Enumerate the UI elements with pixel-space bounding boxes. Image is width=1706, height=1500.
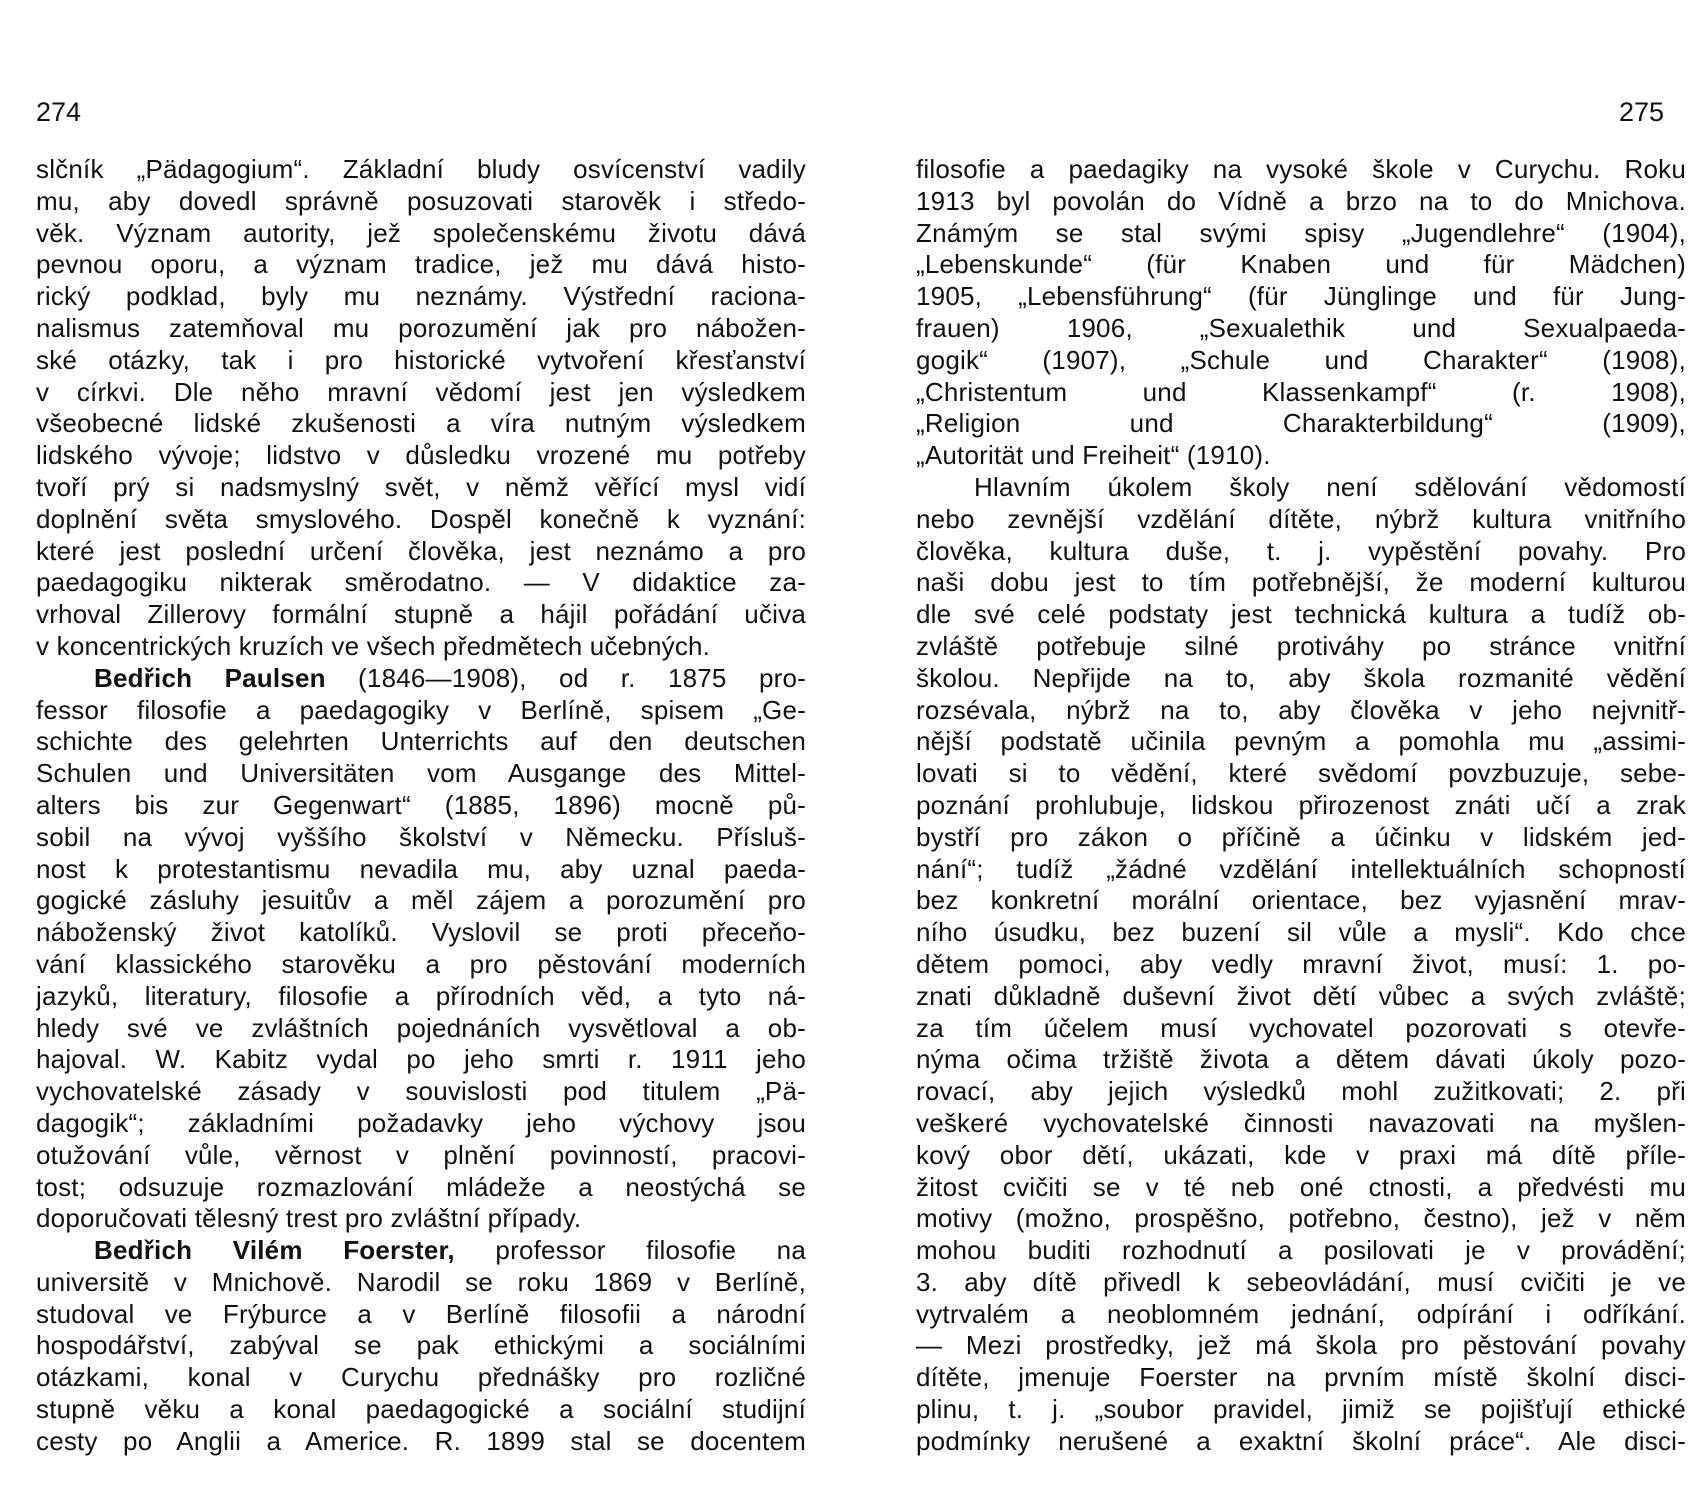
right-text-line bbox=[916, 1108, 1686, 1140]
right-text-line bbox=[916, 281, 1686, 313]
line-text: nost k protestantismu nevadila mu, aby uznal paeda- bbox=[36, 853, 806, 884]
line-text: poznání prohlubuje, lidskou přirozenost znáti učí a zrak bbox=[916, 789, 1686, 820]
line-text: cesty po Anglii a Americe. R. 1899 stal se docentem bbox=[36, 1425, 806, 1456]
left-text-line bbox=[36, 186, 806, 218]
line-text: rozsévala, nýbrž na to, aby člověka v jeho nejvnitř- bbox=[916, 694, 1686, 725]
left-text-line bbox=[36, 1267, 806, 1299]
right-text-line bbox=[916, 695, 1686, 727]
left-text-line bbox=[36, 249, 806, 281]
line-text: rický podklad, byly mu neznámy. Výstřední raciona- bbox=[36, 281, 806, 312]
left-text-line bbox=[36, 854, 806, 886]
line-text: vrhoval Zillerovy formální stupně a hájil pořádání učiva bbox=[36, 599, 806, 630]
left-text-line bbox=[36, 281, 806, 313]
line-text: nýma očima tržiště života a dětem dávati úkoly pozo- bbox=[916, 1044, 1686, 1075]
line-text: znati důkladně duševní život dětí vůbec a svých zvláště; bbox=[916, 980, 1686, 1011]
right-text-line bbox=[916, 981, 1686, 1013]
line-text: bez konkretní morální orientace, bez vyjasnění mrav- bbox=[916, 885, 1686, 916]
right-text-line bbox=[916, 408, 1686, 440]
left-text-line bbox=[36, 377, 806, 409]
right-text-line bbox=[916, 1235, 1686, 1267]
right-text-line bbox=[916, 885, 1686, 917]
line-text: nalismus zatemňoval mu porozumění jak pro nábožen- bbox=[36, 312, 806, 343]
line-text: v církvi. Dle něho mravní vědomí jest jen výsledkem bbox=[36, 376, 806, 407]
line-text: nání“; tudíž „žádné vzdělání intellektuálních schopností bbox=[916, 853, 1686, 884]
left-text-line bbox=[36, 218, 806, 250]
left-text-line bbox=[36, 1426, 806, 1458]
line-text: žitost cvičiti se v té neb oné ctnosti, a předvésti mu bbox=[916, 1171, 1686, 1202]
line-text: studoval ve Frýburce a v Berlíně filosofii a národní bbox=[36, 1298, 806, 1329]
line-text: lidského vývoje; lidstvo v důsledku vrozené mu potřeby bbox=[36, 440, 806, 471]
right-text-line bbox=[916, 758, 1686, 790]
line-text: za tím účelem musí vychovatel pozorovati s otevře- bbox=[916, 1012, 1686, 1043]
line-text: tost; odsuzuje rozmazlování mládeže a neostýchá se bbox=[36, 1171, 806, 1202]
line-text: stupně věku a konal paedagogické a sociální studijní bbox=[36, 1394, 806, 1425]
right-text-line bbox=[916, 154, 1686, 186]
line-text: v koncentrických kruzích ve všech předmětech učebných. bbox=[36, 630, 711, 661]
right-text-line bbox=[916, 504, 1686, 536]
left-text-line bbox=[36, 917, 806, 949]
line-text: mohou buditi rozhodnutí a posilovati je v provádění; bbox=[916, 1235, 1686, 1266]
right-text-line bbox=[916, 599, 1686, 631]
line-text: všeobecné lidské zkušenosti a víra nutným výsledkem bbox=[36, 408, 806, 439]
line-text: filosofie a paedagiky na vysoké škole v Curychu. Roku bbox=[916, 154, 1686, 184]
left-text-line bbox=[36, 154, 806, 186]
left-text-line bbox=[36, 345, 806, 377]
left-text-line bbox=[36, 631, 806, 663]
left-text-line bbox=[36, 949, 806, 981]
line-text: 1905, „Lebensführung“ (für Jünglinge und für Jung- bbox=[916, 281, 1686, 312]
right-text-line bbox=[916, 917, 1686, 949]
line-text: frauen) 1906, „Sexualethik und Sexualpaeda- bbox=[916, 312, 1686, 343]
right-text-line bbox=[916, 631, 1686, 663]
left-text-line bbox=[36, 1172, 806, 1204]
left-text-line bbox=[36, 663, 806, 695]
left-text-line bbox=[36, 1330, 806, 1362]
line-text: dětem pomoci, aby vedly mravní život, musí: 1. po- bbox=[916, 948, 1686, 979]
right-text-line bbox=[916, 218, 1686, 250]
left-text-line bbox=[36, 726, 806, 758]
right-text-line bbox=[916, 790, 1686, 822]
left-text-line bbox=[36, 1394, 806, 1426]
right-text-line bbox=[916, 249, 1686, 281]
right-text-line bbox=[916, 1426, 1686, 1458]
left-text-line bbox=[36, 504, 806, 536]
right-text-line bbox=[916, 1330, 1686, 1362]
right-text-line bbox=[916, 1076, 1686, 1108]
left-page bbox=[36, 96, 806, 1458]
person-name-heading: Bedřich Paulsen bbox=[94, 662, 326, 693]
line-text: člověka, kultura duše, t. j. vypěstění povahy. Pro bbox=[916, 535, 1686, 566]
right-text-line bbox=[916, 186, 1686, 218]
left-text-line bbox=[36, 472, 806, 504]
line-text: jazyků, literatury, filosofie a přírodních věd, a tyto ná- bbox=[36, 980, 806, 1011]
line-text: dítěte, jmenuje Foerster na prvním místě školní disci- bbox=[916, 1362, 1686, 1393]
left-text-line bbox=[36, 695, 806, 727]
right-text-line bbox=[916, 345, 1686, 377]
line-text: gogik“ (1907), „Schule und Charakter“ (1908), bbox=[916, 344, 1686, 375]
line-text: „Christentum und Klassenkampf“ (r. 1908), bbox=[916, 376, 1686, 407]
right-text-line bbox=[916, 949, 1686, 981]
left-text-line bbox=[36, 790, 806, 822]
line-text: alters bis zur Gegenwart“ (1885, 1896) mocně pů- bbox=[36, 789, 806, 820]
left-text-line bbox=[36, 440, 806, 472]
line-text: školou. Nepřijde na to, aby škola rozmanité vědění bbox=[916, 662, 1686, 693]
line-text: ské otázky, tak i pro historické vytvoření křesťanství bbox=[36, 344, 806, 375]
left-text-line bbox=[36, 1362, 806, 1394]
line-text: které jest poslední určení člověka, jest neznámo a pro bbox=[36, 535, 806, 566]
right-text-line bbox=[916, 472, 1686, 504]
line-text: hledy své ve zvláštních pojednáních vysvětloval a ob- bbox=[36, 1012, 806, 1043]
right-text-line bbox=[916, 1394, 1686, 1426]
left-text-line bbox=[36, 981, 806, 1013]
right-text-column bbox=[916, 154, 1686, 1458]
right-text-line bbox=[916, 822, 1686, 854]
line-text: dagogik“; základními požadavky jeho výchovy jsou bbox=[36, 1107, 806, 1138]
line-text: otužování vůle, věrnost v plnění povinností, pracovi- bbox=[36, 1139, 806, 1170]
line-text: „Lebenskunde“ (für Knaben und für Mädchen) bbox=[916, 249, 1686, 280]
line-text: nější podstatě učinila pevným a pomohla mu „assimi- bbox=[916, 726, 1686, 757]
page-number-right: 275 bbox=[1618, 97, 1664, 127]
left-text-line bbox=[36, 408, 806, 440]
line-text: gogické zásluhy jesuitův a měl zájem a porozumění pro bbox=[36, 885, 806, 916]
right-text-line bbox=[916, 1299, 1686, 1331]
right-text-line bbox=[916, 1172, 1686, 1204]
line-text: otázkami, konal v Curychu přednášky pro rozličné bbox=[36, 1362, 806, 1393]
line-text: „Autorität und Freiheit“ (1910). bbox=[916, 440, 1271, 471]
right-text-line bbox=[916, 313, 1686, 345]
right-text-line bbox=[916, 854, 1686, 886]
line-text: doporučovati tělesný trest pro zvláštní případy. bbox=[36, 1203, 582, 1234]
line-text: 1913 byl povolán do Vídně a brzo na to do Mnichova. bbox=[916, 185, 1686, 216]
line-text: professor filosofie na bbox=[454, 1235, 806, 1266]
line-text: „Religion und Charakterbildung“ (1909), bbox=[916, 408, 1686, 439]
line-text: Schulen und Universitäten vom Ausgange des Mittel- bbox=[36, 758, 806, 789]
line-text: kový obor dětí, ukázati, kde v praxi má dítě příle- bbox=[916, 1139, 1686, 1170]
line-text: zvláště potřebuje silné protiváhy po stránce vnitřní bbox=[916, 630, 1686, 661]
page-number-left: 274 bbox=[36, 97, 82, 127]
line-text: dle své celé podstaty jest technická kultura a tudíž ob- bbox=[916, 599, 1686, 630]
line-text: náboženský život katolíků. Vyslovil se proti přeceňo- bbox=[36, 917, 806, 948]
line-text: veškeré vychovatelské činnosti navazovati na myšlen- bbox=[916, 1107, 1686, 1138]
left-text-line bbox=[36, 313, 806, 345]
left-text-line bbox=[36, 1076, 806, 1108]
line-text: věk. Význam autority, jež společenskému životu dává bbox=[36, 217, 806, 248]
right-page bbox=[916, 96, 1686, 1458]
left-text-line bbox=[36, 1108, 806, 1140]
person-name-heading: Bedřich Vilém Foerster, bbox=[94, 1235, 455, 1266]
left-text-line bbox=[36, 599, 806, 631]
line-text: ního úsudku, bez buzení sil vůle a mysli“. Kdo chce bbox=[916, 917, 1686, 948]
line-text: tvoří prý si nadsmyslný svět, v němž věřící mysl vidí bbox=[36, 471, 806, 502]
line-text: doplnění světa smyslového. Dospěl konečně k vyznání: bbox=[36, 503, 806, 534]
left-text-column bbox=[36, 154, 806, 1458]
line-text: plinu, t. j. „soubor pravidel, jimiž se pojišťují ethické bbox=[916, 1394, 1686, 1425]
right-text-line bbox=[916, 377, 1686, 409]
right-text-line bbox=[916, 1013, 1686, 1045]
line-text: schichte des gelehrten Unterrichts auf den deutschen bbox=[36, 726, 806, 757]
line-text: rovací, aby jejich výsledků mohl zužitkovati; 2. při bbox=[916, 1076, 1686, 1107]
line-text: hajoval. W. Kabitz vydal po jeho smrti r. 1911 jeho bbox=[36, 1044, 806, 1075]
line-text: hospodářství, zabýval se pak ethickými a sociálními bbox=[36, 1330, 806, 1361]
line-text: (1846—1908), od r. 1875 pro- bbox=[325, 662, 806, 693]
right-text-line bbox=[916, 1044, 1686, 1076]
line-text: universitě v Mnichově. Narodil se roku 1869 v Berlíně, bbox=[36, 1266, 806, 1297]
left-text-line bbox=[36, 536, 806, 568]
line-text: motivy (možno, prospěšno, potřebno, čestno), jež v něm bbox=[916, 1203, 1686, 1234]
line-text: Hlavním úkolem školy není sdělování vědomostí bbox=[974, 471, 1686, 502]
line-text: vychovatelské zásady v souvislosti pod titulem „Pä- bbox=[36, 1076, 806, 1107]
right-text-line bbox=[916, 1140, 1686, 1172]
line-text: — Mezi prostředky, jež má škola pro pěstování povahy bbox=[916, 1330, 1686, 1361]
right-text-line bbox=[916, 440, 1686, 472]
line-text: fessor filosofie a paedagogiky v Berlíně, spisem „Ge- bbox=[36, 694, 806, 725]
line-text: mu, aby dovedl správně posuzovati starověk i středo- bbox=[36, 185, 806, 216]
line-text: nebo zevnější vzdělání dítěte, nýbrž kultura vnitřního bbox=[916, 503, 1686, 534]
right-text-line bbox=[916, 663, 1686, 695]
line-text: bystří pro zákon o příčině a účinku v lidském jed- bbox=[916, 821, 1686, 852]
line-text: paedagogiku nikterak směrodatno. — V didaktice za- bbox=[36, 567, 806, 598]
line-text: Známým se stal svými spisy „Jugendlehre“ (1904), bbox=[916, 217, 1686, 248]
line-text: vytrvalém a neoblomném jednání, odpírání i odříkání. bbox=[916, 1298, 1686, 1329]
left-text-line bbox=[36, 1235, 806, 1267]
line-text: slčník „Pädagogium“. Základní bludy osvícenství vadily bbox=[36, 154, 806, 184]
right-text-line bbox=[916, 1362, 1686, 1394]
line-text: vání klassického starověku a pro pěstování moderních bbox=[36, 948, 806, 979]
line-text: pevnou oporu, a význam tradice, jež mu dává histo- bbox=[36, 249, 806, 280]
left-text-line bbox=[36, 1203, 806, 1235]
left-text-line bbox=[36, 1013, 806, 1045]
left-text-line bbox=[36, 1299, 806, 1331]
right-text-line bbox=[916, 726, 1686, 758]
left-text-line bbox=[36, 567, 806, 599]
line-text: podmínky nerušené a exaktní školní práce“. Ale disci- bbox=[916, 1425, 1686, 1456]
right-text-line bbox=[916, 536, 1686, 568]
right-text-line bbox=[916, 1203, 1686, 1235]
left-text-line bbox=[36, 1044, 806, 1076]
right-text-line bbox=[916, 567, 1686, 599]
line-text: sobil na vývoj vyššího školství v Německu. Přísluš- bbox=[36, 821, 806, 852]
right-text-line bbox=[916, 1267, 1686, 1299]
line-text: 3. aby dítě přivedl k sebeovládání, musí cvičiti je ve bbox=[916, 1266, 1686, 1297]
left-text-line bbox=[36, 1140, 806, 1172]
line-text: naši dobu jest to tím potřebnější, že moderní kulturou bbox=[916, 567, 1686, 598]
left-text-line bbox=[36, 758, 806, 790]
line-text: lovati si to vědění, které svědomí povzbuzuje, sebe- bbox=[916, 758, 1686, 789]
left-text-line bbox=[36, 885, 806, 917]
left-text-line bbox=[36, 822, 806, 854]
